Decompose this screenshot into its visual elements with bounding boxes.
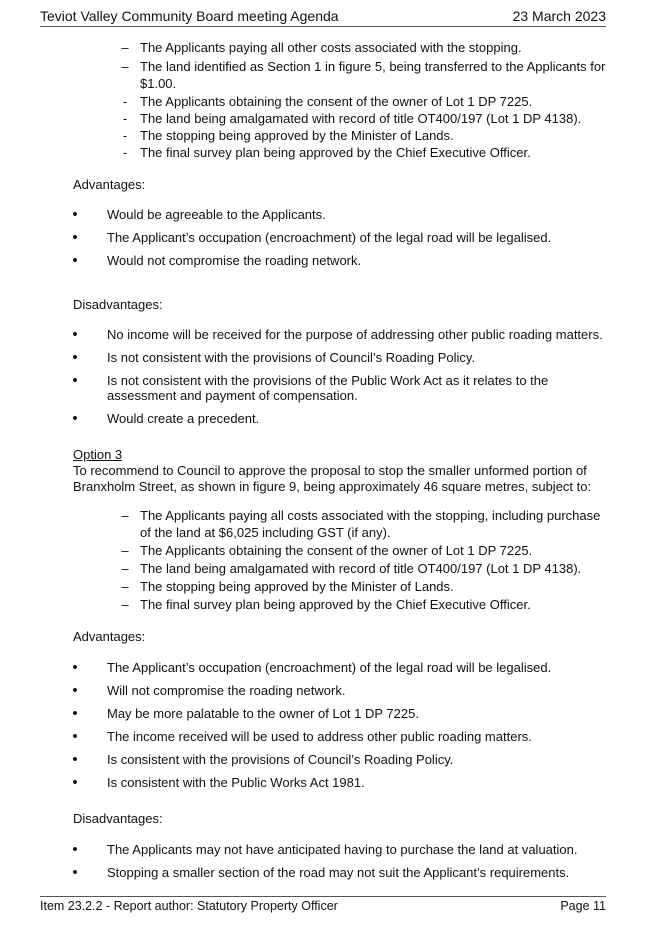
document-title: Teviot Valley Community Board meeting Agenda — [40, 8, 339, 24]
bullet-icon: • — [72, 229, 78, 246]
meeting-date: 23 March 2023 — [512, 8, 606, 24]
dash-marker: – — [121, 597, 129, 612]
bullet-icon: • — [72, 864, 78, 881]
bullet-icon: • — [72, 206, 78, 223]
dash-marker: - — [122, 128, 128, 143]
dash-marker: - — [122, 111, 128, 126]
bullet-icon: • — [72, 372, 78, 389]
bullet-icon: • — [72, 774, 78, 791]
bullet-icon: • — [72, 252, 78, 269]
dash-marker: – — [121, 579, 129, 594]
bullet-icon: • — [72, 410, 78, 427]
bullet-icon: • — [72, 705, 78, 722]
bullet-icon: • — [72, 326, 78, 343]
bullet-icon: • — [72, 349, 78, 366]
bullet-icon: • — [72, 659, 78, 676]
bullet-icon: • — [72, 841, 78, 858]
bullet-icon: • — [72, 728, 78, 745]
dash-marker: - — [122, 145, 128, 160]
bullet-icon: • — [72, 751, 78, 768]
bullet-icon: • — [72, 682, 78, 699]
dash-marker: – — [121, 508, 129, 523]
dash-marker: – — [121, 543, 129, 558]
dash-marker: - — [122, 94, 128, 109]
page-header — [40, 7, 606, 27]
footer-item-reference: Item 23.2.2 - Report author: Statutory Property Officer — [40, 899, 338, 913]
dash-marker: – — [121, 561, 129, 576]
page-number: Page 11 — [560, 899, 606, 913]
page-footer — [40, 896, 606, 915]
dash-marker: – — [121, 59, 129, 74]
dash-marker: – — [121, 40, 129, 55]
